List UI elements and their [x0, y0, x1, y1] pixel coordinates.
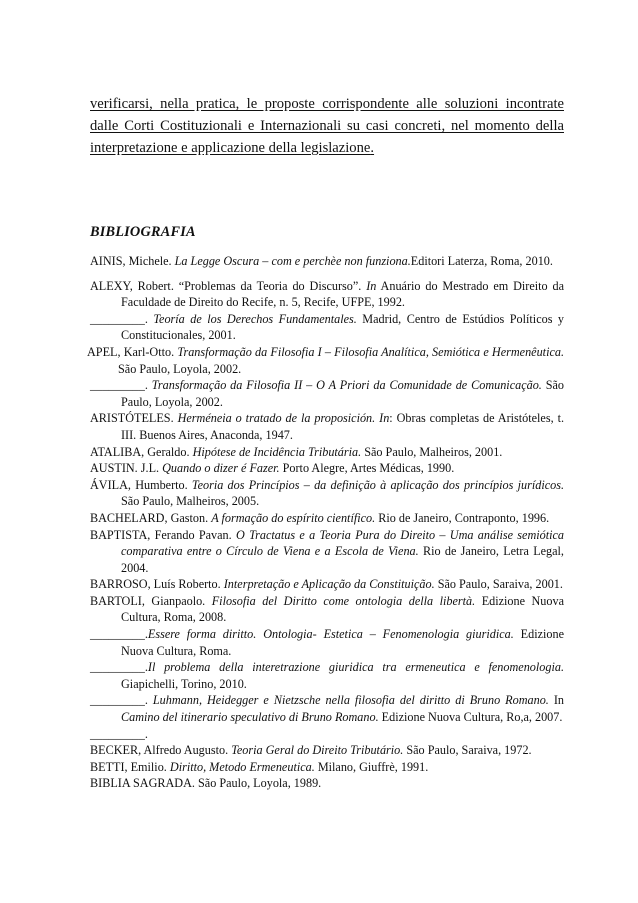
reference-item: ÁVILA, Humberto. Teoria dos Princípios – da definição à aplicação dos princípios jurídicos. São Paulo, Malheiros, 2005. [90, 477, 565, 509]
section-heading: BIBLIOGRAFIA [90, 224, 196, 240]
reference-item: _________. Transformação da Filosofia II – O A Priori da Comunidade de Comunicação. São Paulo, Loyola, 2002. [90, 378, 565, 409]
reference-list [87, 253, 565, 792]
intro-paragraph [90, 93, 564, 159]
intro-tail: . [370, 140, 375, 156]
reference-item: BARTOLI, Gianpaolo. Filosofia del Diritto come ontologia della libertà. Edizione Nuova Cultura, Roma, 2008. [90, 593, 565, 625]
reference-item: _________.Essere forma diritto. Ontologia- Estetica – Fenomenologia giuridica. Edizione Nuova Cultura, Roma. [90, 627, 564, 658]
reference-item: BIBLIA SAGRADA. São Paulo, Loyola, 1989. [90, 776, 322, 791]
reference-item: BECKER, Alfredo Augusto. Teoria Geral do Direito Tributário. São Paulo, Saraiva, 1972. [90, 743, 532, 758]
reference-item: BAPTISTA, Ferando Pavan. O Tractatus e a Teoria Pura do Direito – Uma análise semiótica comparativa entre o Círculo de Viena e a Escola de Viena. Rio de Janeiro, Letra Legal, 2004. [90, 527, 564, 575]
reference-item: ATALIBA, Geraldo. Hipótese de Incidência Tributária. São Paulo, Malheiros, 2001. [90, 444, 503, 459]
reference-item: _________. [90, 726, 148, 741]
reference-item: AINIS, Michele. La Legge Oscura – com e perchèe non funziona.Editori Laterza, Roma, 2010. [90, 254, 553, 268]
reference-item: AUSTIN. J.L. Quando o dizer é Fazer. Porto Alegre, Artes Médicas, 1990. [90, 461, 455, 476]
document-page [87, 93, 565, 792]
reference-item: APEL, Karl-Otto. Transformação da Filosofia I – Filosofia Analítica, Semiótica e Hermenêutica. São Paulo, Loyola, 2002. [87, 344, 565, 376]
reference-item: ALEXY, Robert. “Problemas da Teoria do Discurso”. In Anuário do Mestrado em Direito da Faculdade de Direito do Recife, n. 5, Recife, UFPE, 1992. [90, 278, 564, 310]
intro-text: verificarsi, nella pratica, le proposte corrispondente alle soluzioni incontrate dalle Corti Costituzionali e Internazionali su casi concreti, nel momento della interpretazione e applicazione della legislazione [90, 96, 564, 156]
reference-item: BARROSO, Luís Roberto. Interpretação e Aplicação da Constituição. São Paulo, Saraiva, 2001. [90, 577, 563, 592]
reference-item: _________.Il problema della interetrazione giuridica tra ermeneutica e fenomenologia. Giapichelli, Torino, 2010. [90, 660, 564, 691]
reference-item: ARISTÓTELES. Herméneia o tratado de la proposición. In: Obras completas de Aristóteles, t. III. Buenos Aires, Anaconda, 1947. [90, 411, 565, 442]
reference-item: BETTI, Emilio. Diritto, Metodo Ermeneutica. Milano, Giuffrè, 1991. [90, 759, 429, 774]
reference-item: _________. Luhmann, Heidegger e Nietzsche nella filosofia del diritto di Bruno Romano. In Camino del itinerario speculativo di Bruno Romano. Edizione Nuova Cultura, Ro,a, 2007. [90, 693, 564, 725]
reference-item: BACHELARD, Gaston. A formação do espírito científico. Rio de Janeiro, Contraponto, 1996. [90, 510, 550, 525]
reference-item: _________. Teoría de los Derechos Fundamentales. Madrid, Centro de Estúdios Políticos y Constitucionales, 2001. [90, 311, 565, 343]
